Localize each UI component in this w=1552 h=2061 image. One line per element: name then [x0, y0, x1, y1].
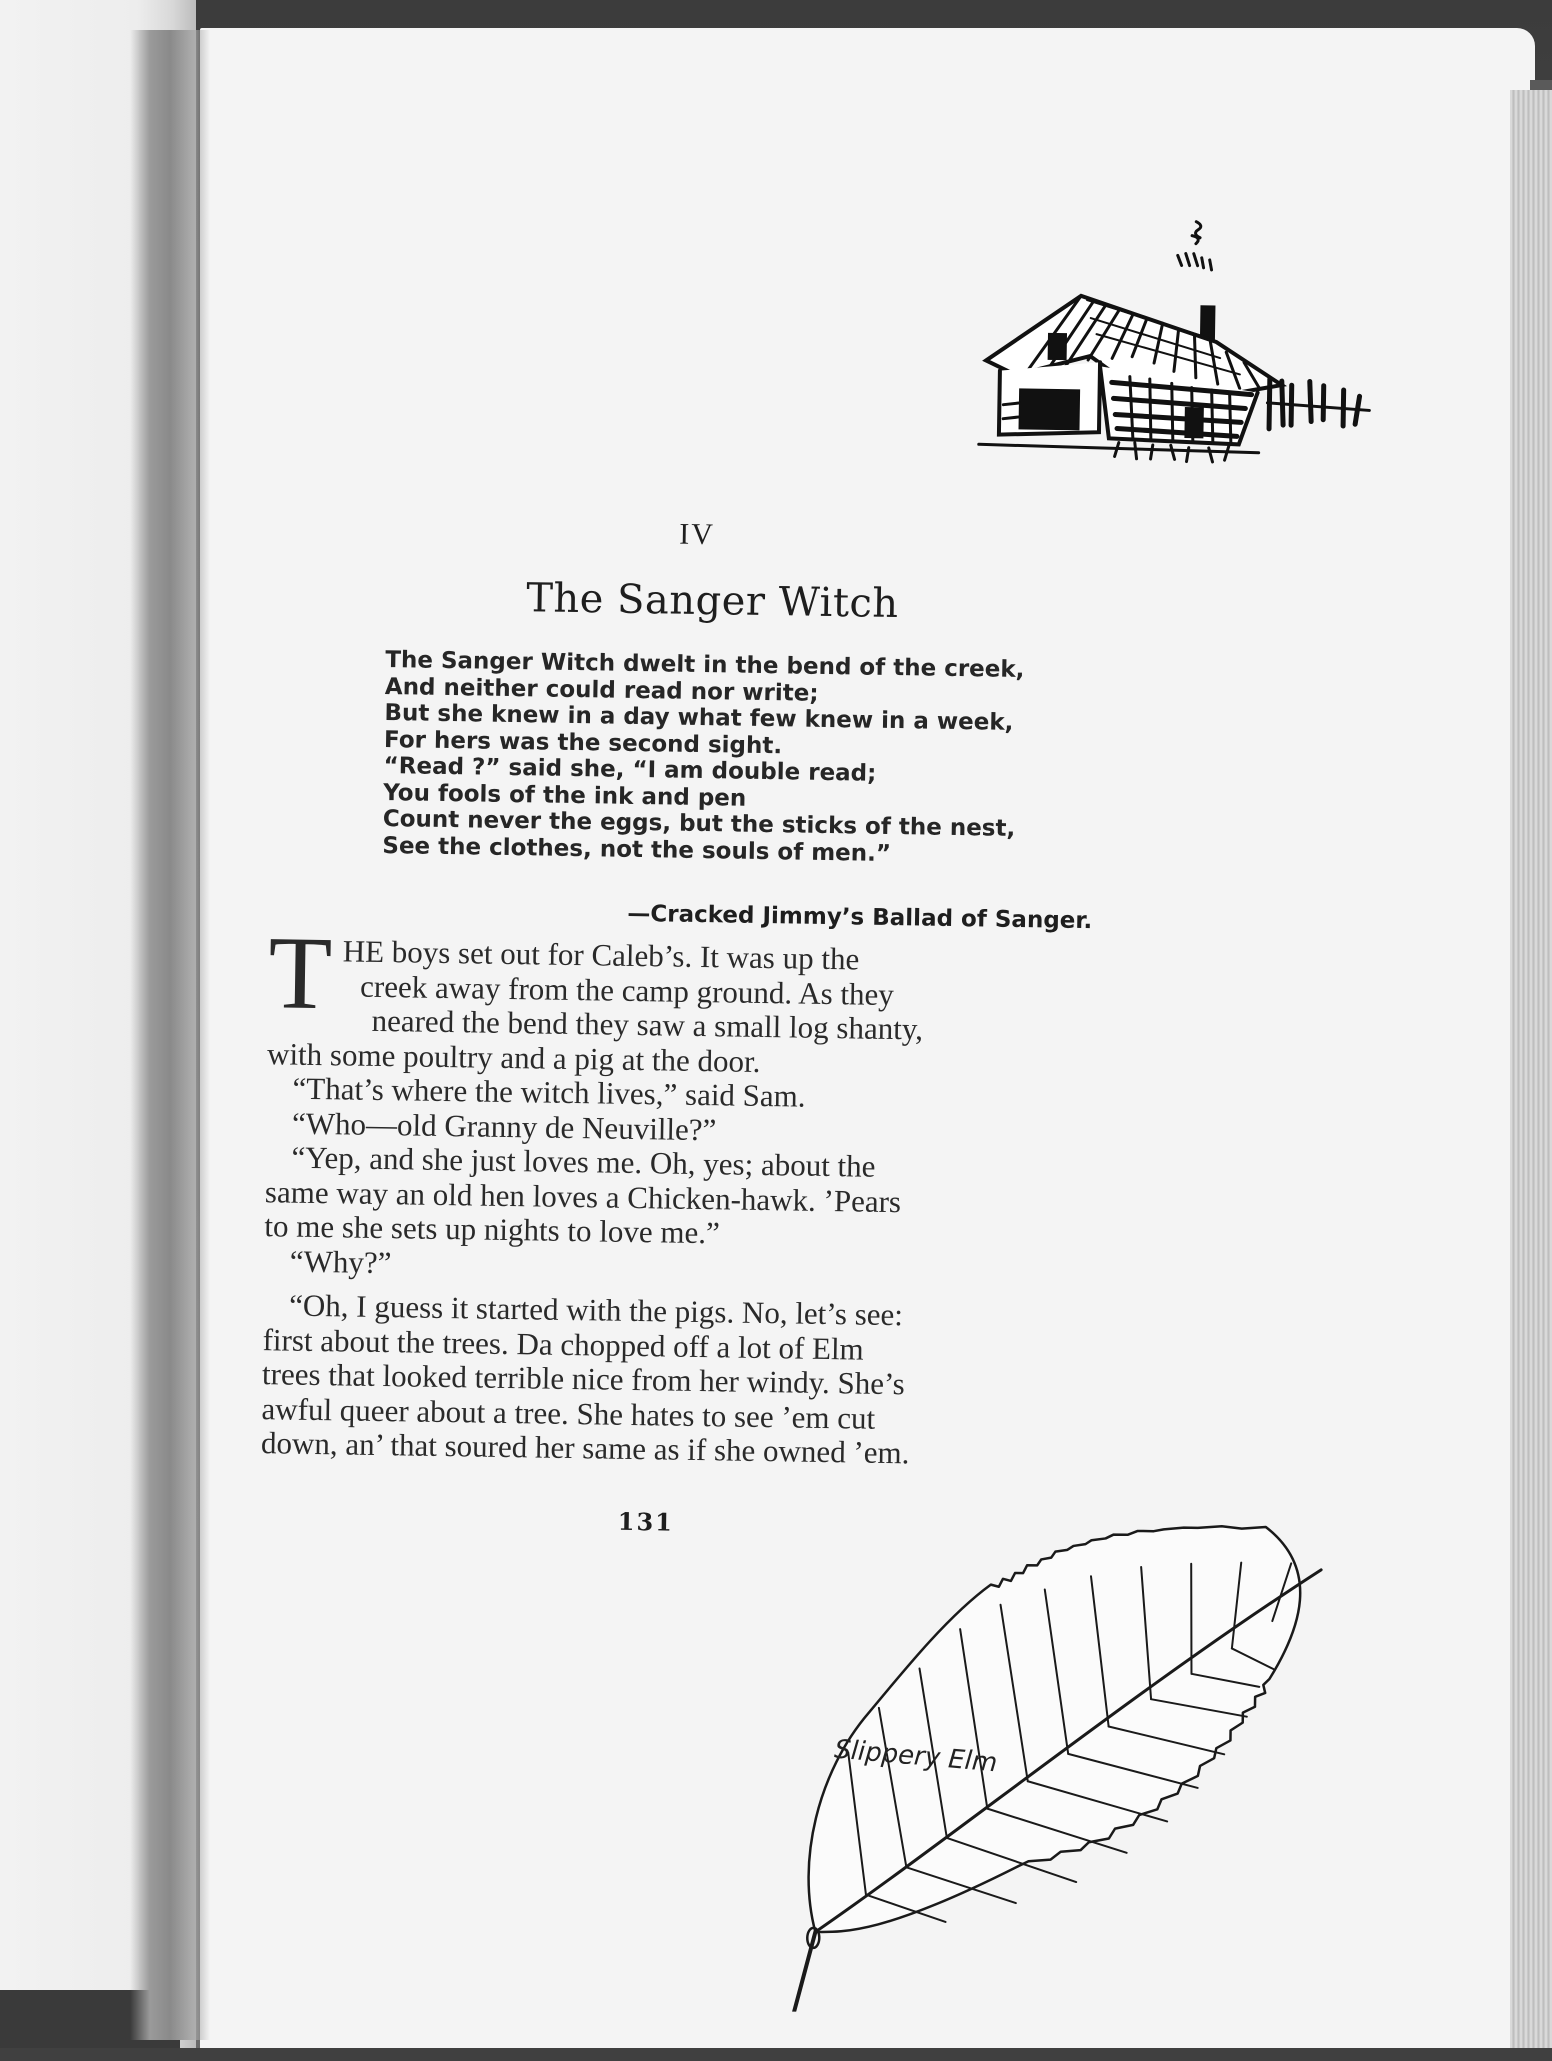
epigraph-line: And neither could read nor write;: [384, 673, 819, 707]
chapter-title: The Sanger Witch: [525, 575, 900, 628]
body-line: neared the bend they saw a small log shanty,: [371, 1002, 924, 1047]
epigraph-line: See the clothes, not the souls of men.”: [382, 832, 892, 867]
epigraph-line: The Sanger Witch dwelt in the bend of the creek,: [385, 647, 1025, 684]
drop-cap: T: [267, 915, 333, 1032]
body-line: “Who—old Granny de Neuville?”: [291, 1105, 717, 1147]
chapter-number: IV: [679, 517, 716, 552]
epigraph-attribution: —Cracked Jimmy’s Ballad of Sanger.: [627, 900, 1093, 935]
body-line: “Oh, I guess it started with the pigs. No, let’s see:: [288, 1287, 904, 1333]
epigraph-line: “Read ?” said she, “I am double read;: [383, 753, 877, 787]
body-line: same way an old hen loves a Chicken-hawk. ’Pears: [264, 1173, 902, 1219]
body-line: “Why?”: [289, 1243, 392, 1280]
log-cabin-illustration: [938, 204, 1403, 521]
epigraph-line: You fools of the ink and pen: [383, 779, 747, 812]
body-line: HE boys set out for Caleb’s. It was up the: [342, 933, 860, 977]
epigraph-line: But she knew in a day what few knew in a week,: [384, 700, 1014, 736]
body-text: [261, 933, 1069, 1473]
epigraph-line: Count never the eggs, but the sticks of the nest,: [382, 805, 1016, 842]
body-line: first about the trees. Da chopped off a lot of Elm: [262, 1321, 864, 1367]
body-line: down, an’ that soured her same as if she owned ’em.: [260, 1425, 910, 1471]
body-line: awful queer about a tree. She hates to see ’em cut: [261, 1390, 876, 1436]
leaf-caption: Slippery Elm: [833, 1734, 999, 1779]
body-line: trees that looked terrible nice from her windy. She’s: [261, 1356, 906, 1402]
body-line: with some poultry and a pig at the door.: [266, 1035, 761, 1079]
body-line: “Yep, and she just loves me. Oh, yes; about the: [291, 1139, 876, 1184]
epigraph: [382, 647, 1065, 870]
body-line: creek away from the camp ground. As they: [359, 968, 895, 1012]
body-line: to me she sets up nights to love me.”: [264, 1208, 721, 1251]
page-number: 131: [617, 1506, 675, 1537]
epigraph-line: For hers was the second sight.: [383, 726, 783, 759]
body-line: “That’s where the witch lives,” said Sam.: [292, 1070, 806, 1114]
